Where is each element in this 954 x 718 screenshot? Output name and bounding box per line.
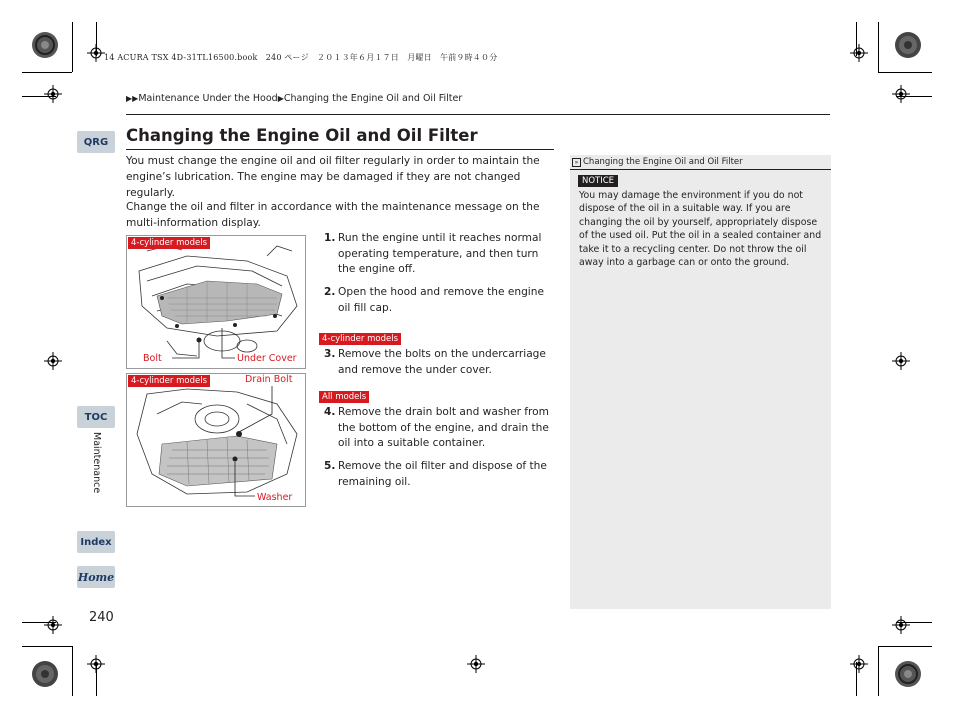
intro-paragraph: You must change the engine oil and oil filter regularly in order to maintain the engine’s lubrication. The engine may be damaged if they are not changed regularly. [126, 155, 540, 199]
step-item [324, 347, 556, 378]
model-tag: 4-cylinder models [319, 333, 401, 345]
registration-mark-icon [892, 616, 910, 634]
intro-paragraph: Change the oil and filter in accordance with the maintenance message on the multi-information display. [126, 201, 540, 229]
callout-drain-bolt: Drain Bolt [245, 374, 293, 385]
step-text: Remove the oil filter and dispose of the remaining oil. [338, 460, 547, 488]
color-bar-rosette-icon [31, 660, 59, 688]
step-text: Open the hood and remove the engine oil fill cap. [338, 286, 544, 314]
sidebar-heading-text: Changing the Engine Oil and Oil Filter [583, 157, 743, 167]
registration-mark-icon [892, 352, 910, 370]
step-number: 4. [324, 406, 336, 418]
step-number: 5. [324, 460, 336, 472]
callout-washer: Washer [257, 492, 293, 503]
reference-arrow-icon: » [572, 158, 581, 167]
breadcrumb-item-current: Changing the Engine Oil and Oil Filter [283, 93, 463, 104]
print-slug: 14 ACURA TSX 4D-31TL16500.book 240 ページ ２０１３年６月１７日 月曜日 午前９時４０分 [104, 53, 498, 62]
home-tab[interactable]: Home [77, 566, 115, 588]
figure-undercover [126, 235, 306, 369]
registration-mark-icon [892, 85, 910, 103]
sidebar-heading[interactable] [570, 155, 831, 170]
figure-model-tag: 4-cylinder models [128, 237, 210, 249]
page-number: 240 [89, 610, 114, 625]
page-title: Changing the Engine Oil and Oil Filter [126, 126, 478, 145]
section-label: Maintenance [91, 432, 102, 494]
registration-mark-icon [467, 655, 485, 673]
step-text: Run the engine until it reaches normal operating temperature, and then turn the engine off. [338, 232, 542, 275]
callout-bolt: Bolt [143, 353, 162, 364]
registration-mark-icon [850, 655, 868, 673]
notice-text: You may damage the environment if you do not dispose of the oil in a suitable way. If you are changing the oil by yourself, appropriately dispose of the used oil. Put the oil in a sealed container and take it to a recycling center. Do not throw the oil away into a garbage can or onto the ground. [579, 190, 822, 269]
header-divider [126, 114, 830, 115]
callout-under-cover: Under Cover [237, 353, 297, 364]
title-divider [126, 149, 554, 150]
figure-model-tag: 4-cylinder models [128, 375, 210, 387]
step-number: 2. [324, 286, 336, 298]
notice-badge: NOTICE [578, 175, 618, 187]
registration-mark-icon [850, 44, 868, 62]
step-item [324, 231, 556, 278]
registration-mark-icon [87, 655, 105, 673]
registration-mark-icon [44, 85, 62, 103]
breadcrumb [126, 93, 462, 104]
model-tag: All models [319, 391, 369, 403]
color-bar-rosette-icon [31, 31, 59, 59]
figure-drain-bolt [126, 373, 306, 507]
step-item [324, 459, 556, 490]
step-text: Remove the bolts on the undercarriage and remove the under cover. [338, 348, 546, 376]
registration-mark-icon [44, 352, 62, 370]
toc-tab[interactable]: TOC [77, 406, 115, 428]
index-tab[interactable]: Index [77, 531, 115, 553]
engine-drain-illustration [127, 374, 305, 506]
step-item [324, 405, 556, 452]
step-text: Remove the drain bolt and washer from the bottom of the engine, and drain the oil into a suitable container. [338, 406, 549, 449]
qrg-tab[interactable]: QRG [77, 131, 115, 153]
step-number: 1. [324, 232, 336, 244]
step-number: 3. [324, 348, 336, 360]
registration-mark-icon [87, 44, 105, 62]
engine-undercover-illustration [127, 236, 305, 368]
color-bar-rosette-icon [894, 31, 922, 59]
step-item [324, 285, 556, 316]
arrow-icon: ▶ [277, 94, 284, 103]
breadcrumb-item-maintenance[interactable]: Maintenance Under the Hood [138, 93, 278, 104]
color-bar-rosette-icon [894, 660, 922, 688]
registration-mark-icon [44, 616, 62, 634]
double-arrow-icon: ▶▶ [126, 94, 139, 103]
